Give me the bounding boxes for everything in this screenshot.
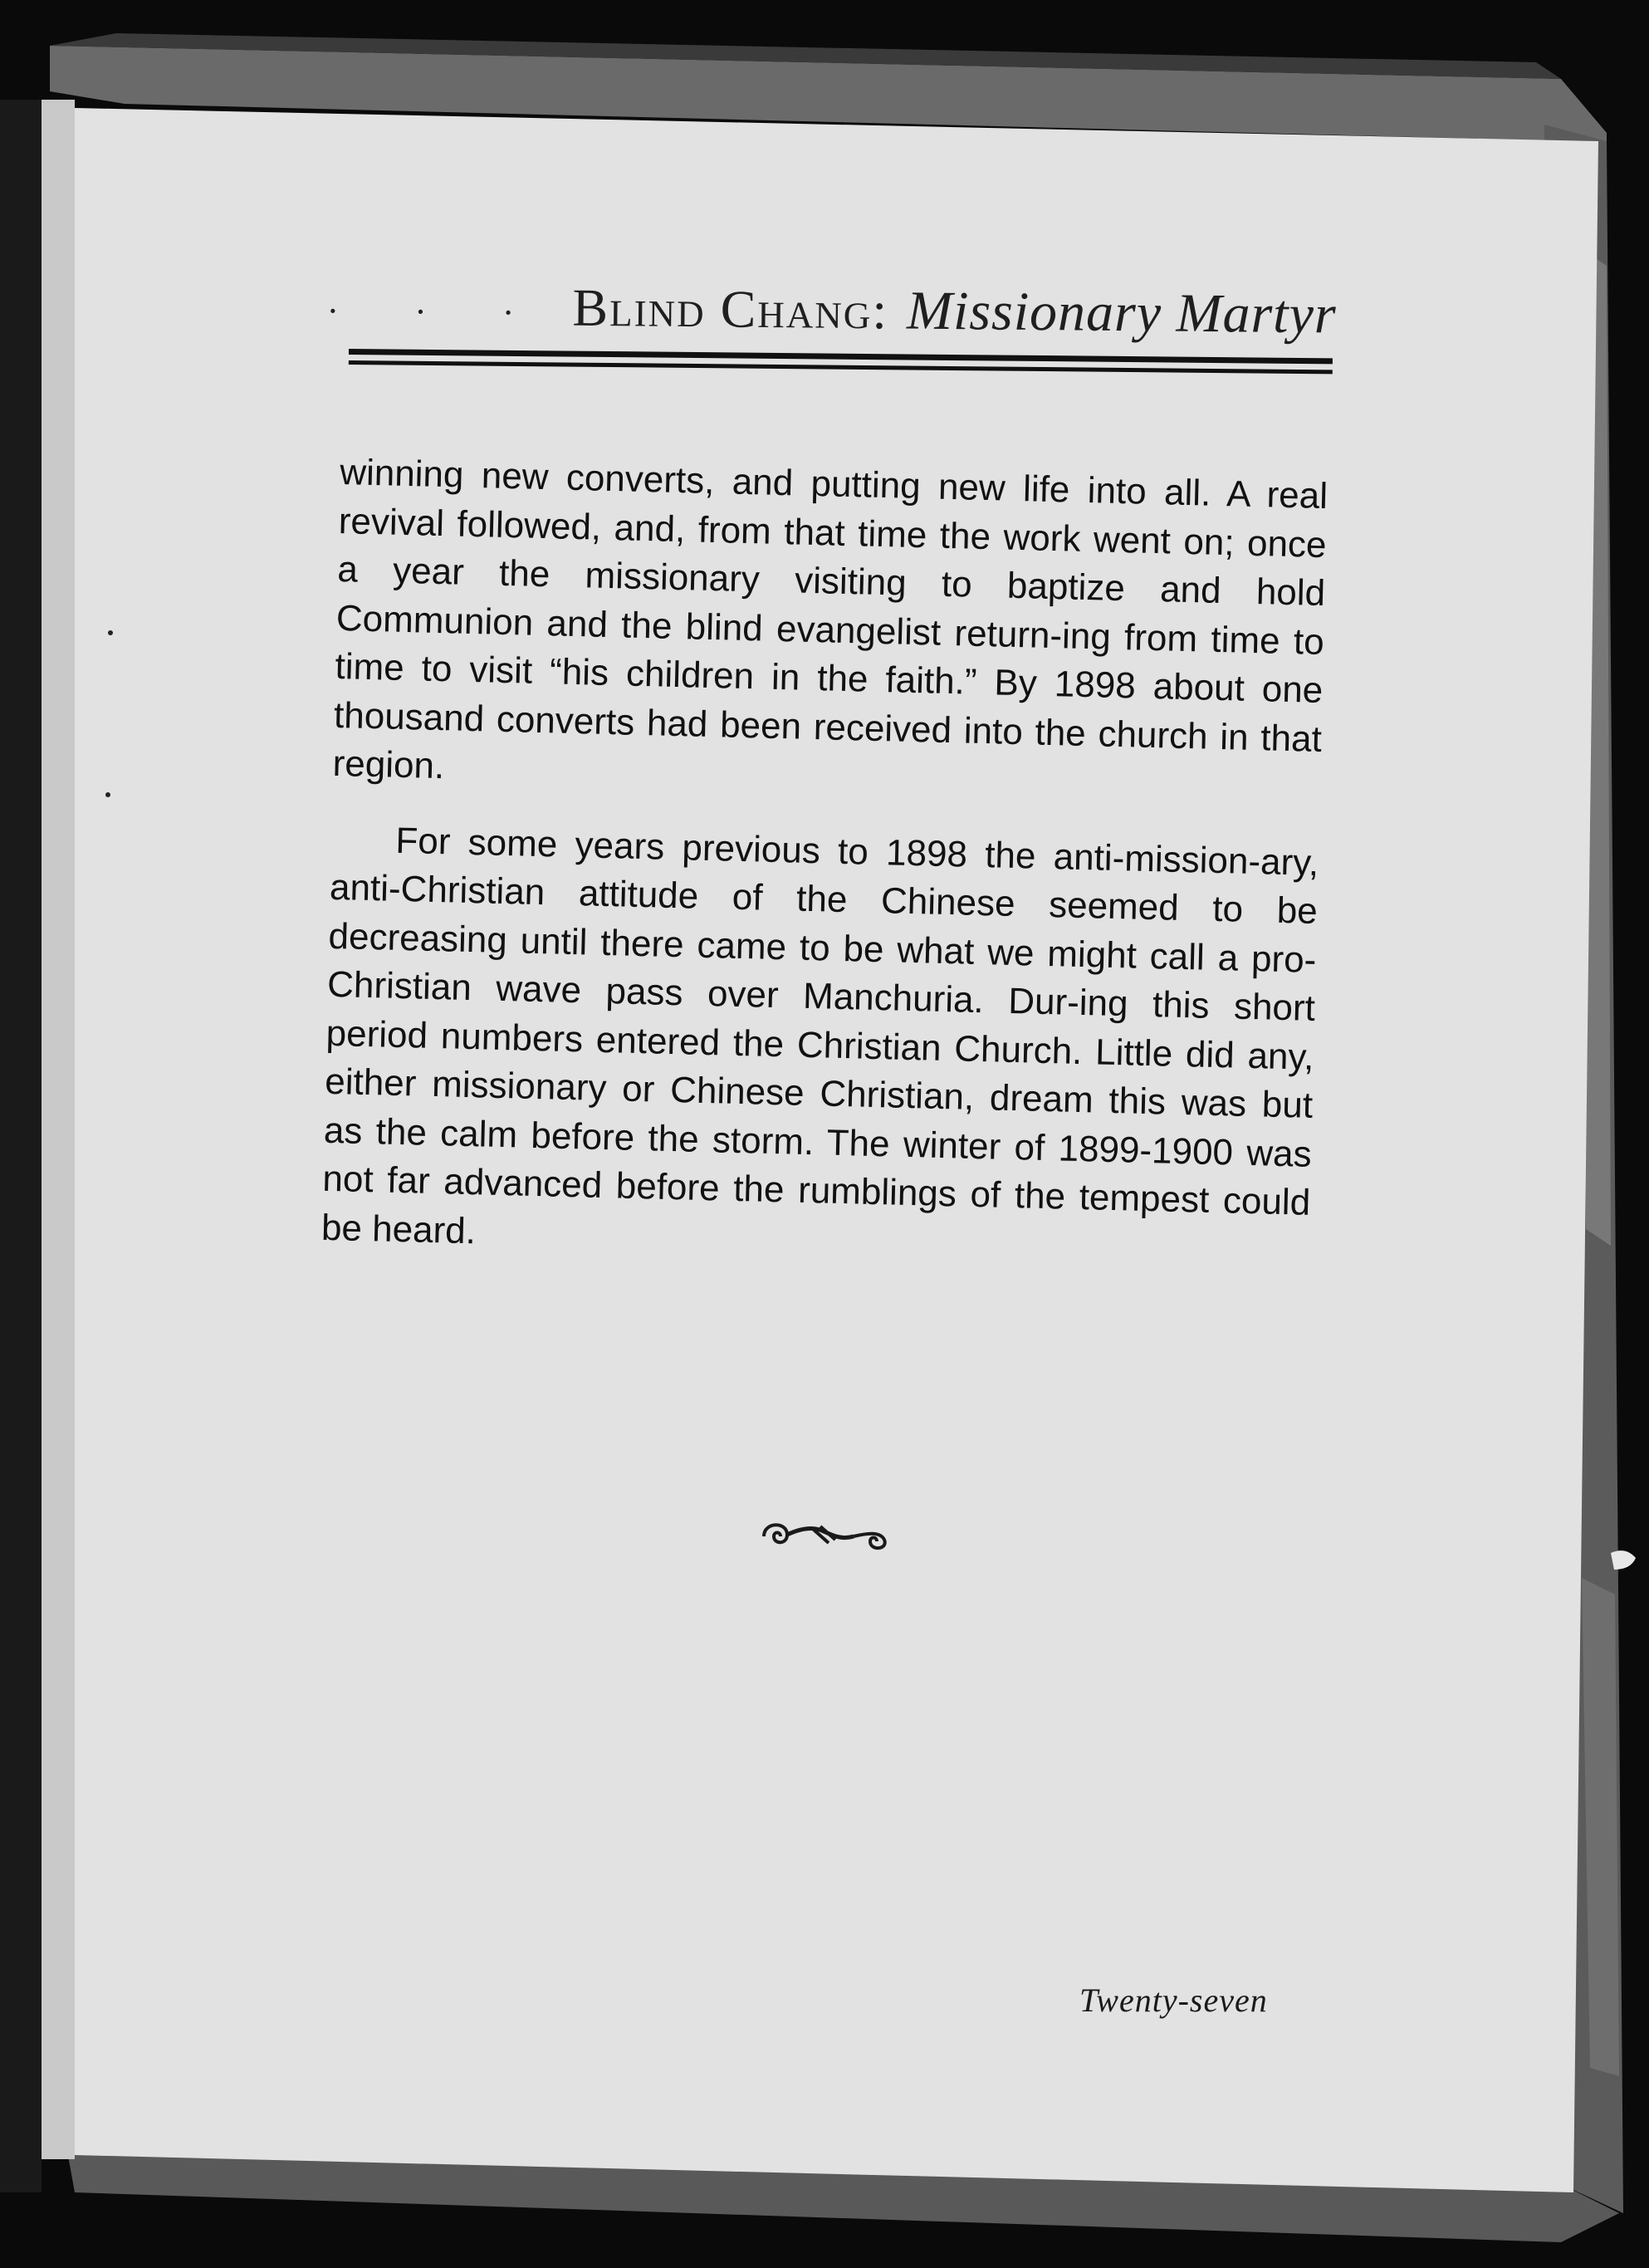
header-title: Blind Chang: xyxy=(572,277,889,340)
page-number: Twenty-seven xyxy=(1079,1981,1268,2019)
header-subtitle: Missionary Martyr xyxy=(906,280,1337,345)
ornament-flourish-icon xyxy=(756,1511,893,1561)
body-text xyxy=(321,448,1328,1276)
header-dots: · · · xyxy=(326,290,548,334)
paragraph: winning new converts, and putting new life into all. A real revival followed, and, from that time the work went on; once a year the missionary visiting to baptize and hold Communion and the blind evangelist return-ing from time to time to visit “his children in the faith.” By 1898 about one thousand converts had been received into the church in that region. xyxy=(332,451,1328,787)
paragraph: For some years previous to 1898 the anti-mission-ary, anti-Christian attitude of the Chinese seemed to be decreasing until there came to be what we might call a pro-Christian wave pass over Manchuria. Dur-ing this short period numbers entered the Christian Church. Little did any, either missionary or Chinese Christian, dream this was but as the calm before the storm. The winter of 1899-1900 was not far advanced before the rumblings of the tempest could be heard. xyxy=(321,820,1319,1252)
